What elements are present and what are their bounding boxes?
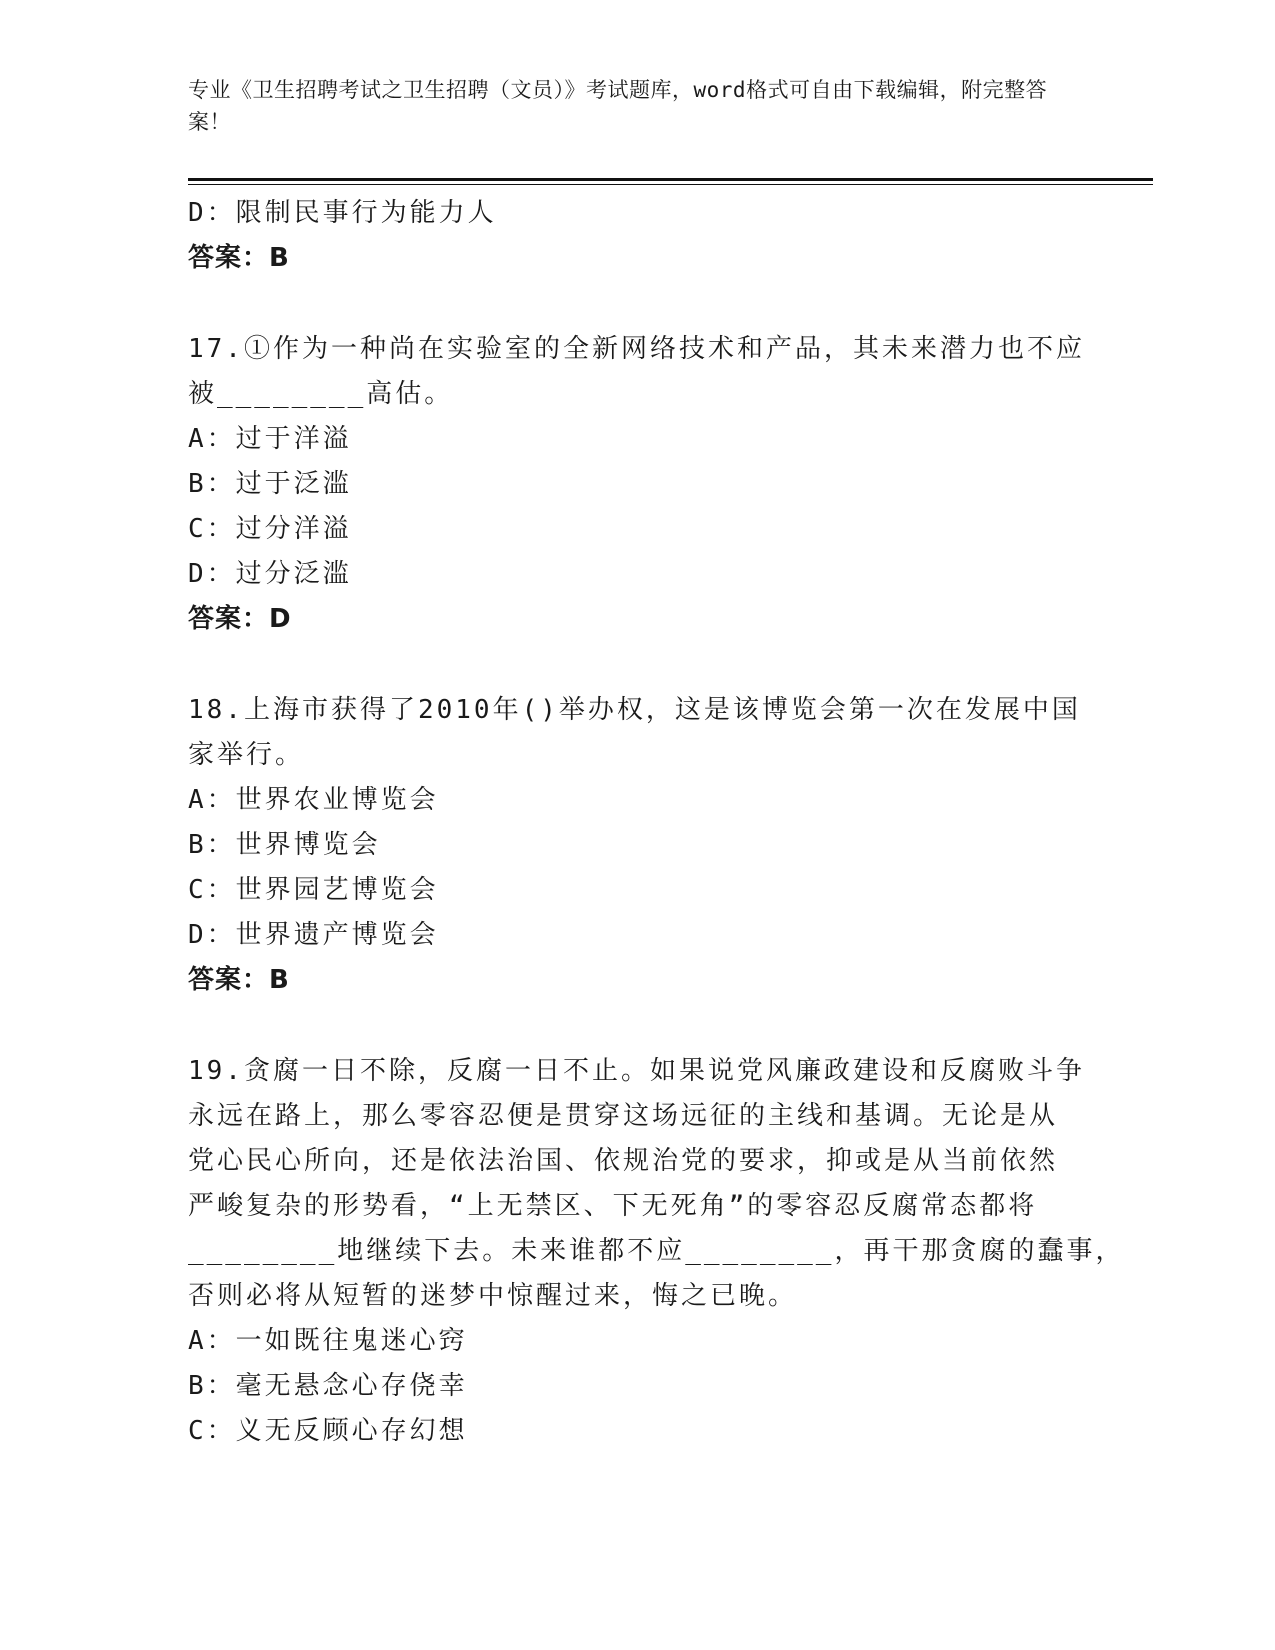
spacer bbox=[188, 281, 1088, 327]
question-19-line: 严峻复杂的形势看，“上无禁区、下无死角”的零容忍反腐常态都将 bbox=[188, 1191, 1038, 1221]
question-19-line: 党心民心所向，还是依法治国、依规治党的要求，抑或是从当前依然 bbox=[188, 1146, 1059, 1176]
prev-answer: 答案：B bbox=[188, 243, 290, 273]
question-18-option-b: B：世界博览会 bbox=[188, 830, 381, 860]
spacer bbox=[188, 642, 1088, 688]
question-18-option-a: A：世界农业博览会 bbox=[188, 785, 439, 815]
question-18-answer: 答案：B bbox=[188, 965, 290, 995]
question-18-option-c: C：世界园艺博览会 bbox=[188, 875, 439, 905]
question-18-option-d: D：世界遗产博览会 bbox=[188, 920, 439, 950]
document-header: 专业《卫生招聘考试之卫生招聘（文员）》考试题库，word格式可自由下载编辑，附完整答案！ bbox=[188, 78, 1048, 134]
question-content bbox=[188, 191, 1125, 1454]
header-rule-thin bbox=[188, 184, 1153, 185]
question-17-option-b: B：过于泛滥 bbox=[188, 469, 352, 499]
question-17-option-c: C：过分洋溢 bbox=[188, 514, 352, 544]
question-19 bbox=[188, 1049, 1125, 1454]
question-19-line: ________地继续下去。未来谁都不应________，再干那贪腐的蠢事， bbox=[188, 1236, 1125, 1266]
prev-option-d: D：限制民事行为能力人 bbox=[188, 198, 497, 228]
question-18-line: 18.上海市获得了2010年()举办权，这是该博览会第一次在发展中国 bbox=[188, 695, 1081, 725]
question-19-option-c: C：义无反顾心存幻想 bbox=[188, 1416, 468, 1446]
question-19-option-b: B：毫无悬念心存侥幸 bbox=[188, 1371, 468, 1401]
question-19-line: 否则必将从短暂的迷梦中惊醒过来，悔之已晚。 bbox=[188, 1281, 798, 1311]
question-19-option-a: A：一如既往鬼迷心窍 bbox=[188, 1326, 468, 1356]
question-18 bbox=[188, 688, 1088, 1003]
question-18-line: 家举行。 bbox=[188, 740, 305, 770]
question-17-line: 被________高估。 bbox=[188, 379, 454, 409]
question-19-line: 永远在路上，那么零容忍便是贯穿这场远征的主线和基调。无论是从 bbox=[188, 1101, 1059, 1131]
question-19-line: 19.贪腐一日不除，反腐一日不止。如果说党风廉政建设和反腐败斗争 bbox=[188, 1056, 1085, 1086]
question-17-line: 17.①作为一种尚在实验室的全新网络技术和产品，其未来潜力也不应 bbox=[188, 334, 1085, 364]
spacer bbox=[188, 1003, 1088, 1049]
question-17 bbox=[188, 327, 1088, 642]
header-rule-thick bbox=[188, 178, 1153, 181]
question-17-option-a: A：过于洋溢 bbox=[188, 424, 352, 454]
question-17-answer: 答案：D bbox=[188, 604, 292, 634]
question-17-option-d: D：过分泛滥 bbox=[188, 559, 352, 589]
